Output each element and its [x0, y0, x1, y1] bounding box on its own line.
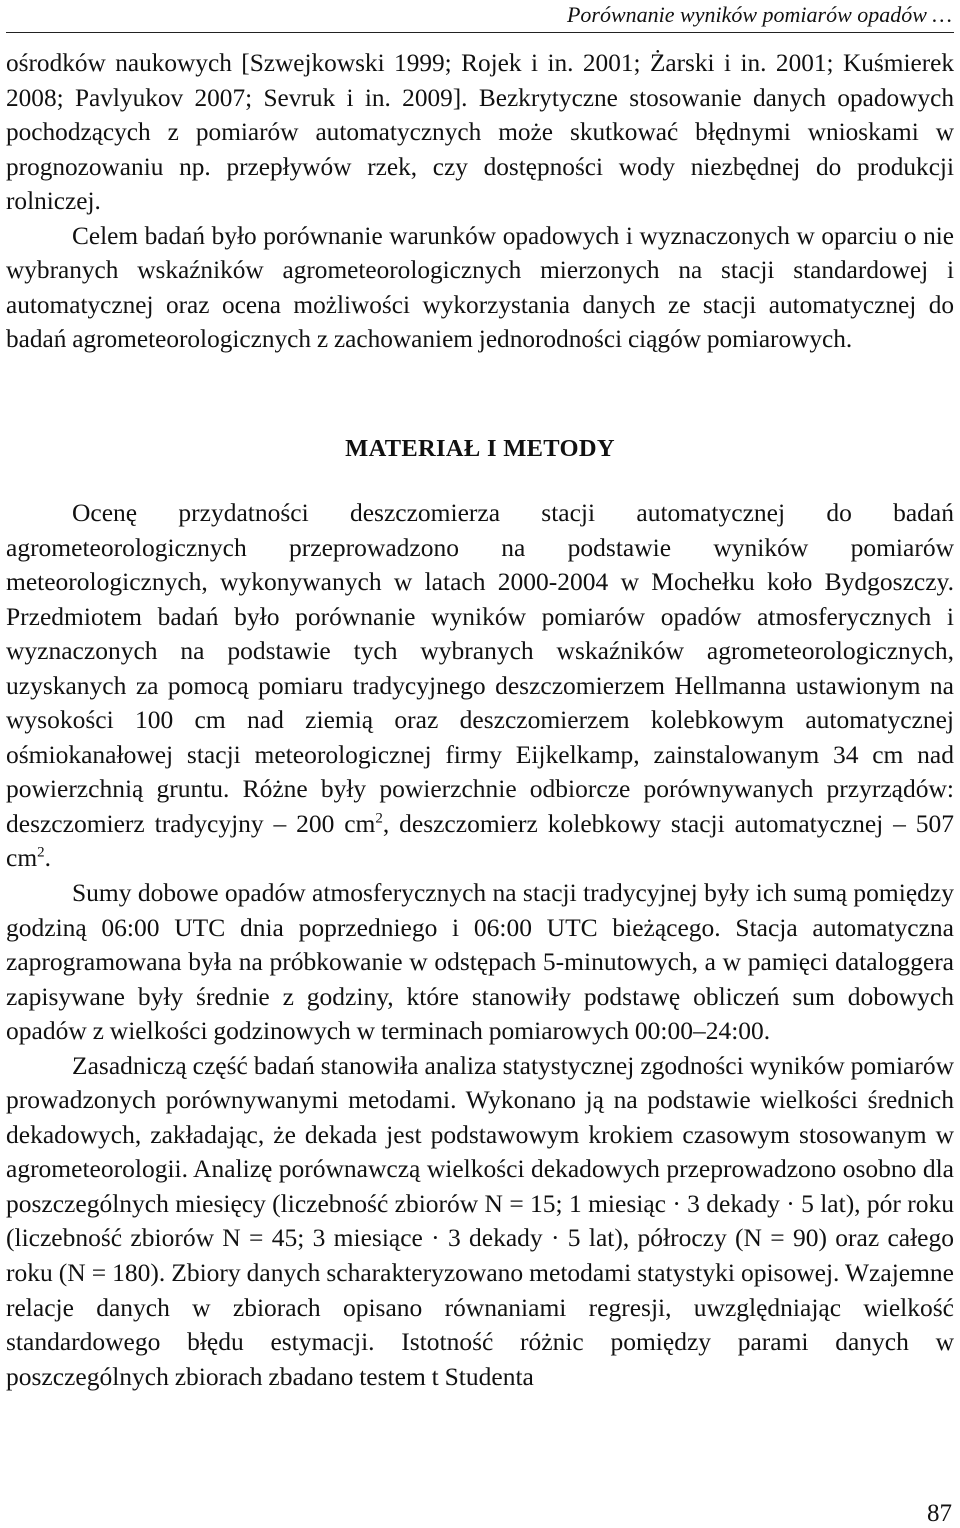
intro-paragraph-continuation: ośrodków naukowych [Szwejkowski 1999; Rojek i in. 2001; Żarski i in. 2001; Kuśmierek 2008; Pavlyukov 2007; Sevruk i in. 2009]. Bezkrytyczne stosowanie danych opadowych pochodzących z pomiarów automatycznych może skutkować błędnymi wnioskami w prognozowaniu np. przepływów rzek, czy dostępności wody niezbędnej do produkcji rolniczej. [6, 49, 954, 215]
header-rule [6, 32, 954, 33]
unit-superscript-2: 2 [37, 844, 45, 861]
page-number: 87 [927, 1500, 952, 1527]
methods-paragraph-3: Zasadniczą część badań stanowiła analiza statystycznej zgodności wyników pomiarów prowadzonych porównywanymi metodami. Wykonano ją na podstawie wielkości średnich dekadowych, zakładając, że dekada jest podstawowym krokiem czasowym stosowanym w agrometeorologii. Analizę porównawczą wielkości dekadowych przeprowadzono osobno dla poszczególnych miesięcy (liczebność zbiorów N = 15; 1 miesiąc · 3 dekady · 5 lat), pór roku (liczebność zbiorów N = 45; 3 miesiące · 3 dekady · 5 lat), półroczy (N = 90) oraz całego roku (N = 180). Zbiory danych scharakteryzowano metodami statystyki opisowej. Wzajemne relacje danych w zbiorach opisano równaniami regresji, uwzględniając wielkość standardowego błędu estymacji. Istotność różnic pomiędzy parami danych w poszczególnych zbiorach zbadano testem t Studenta [6, 1050, 954, 1391]
methods-paragraph-1-text-b: , deszczomierz kolebkowy stacji automatycznej – 507 cm [6, 808, 954, 873]
intro-paragraph-aim: Celem badań było porównanie warunków opadowych i wyznaczonych w oparciu o nie wybranych wskaźników agrometeorologicznych mierzonych na stacji standardowej i automatycznej oraz ocena możliwości wykorzystania danych ze stacji automatycznej do badań agrometeorologicznych z zachowaniem jednorodności ciągów pomiarowych. [6, 221, 954, 353]
section-heading: MATERIAŁ I METODY [345, 435, 615, 462]
intro-block [6, 46, 954, 357]
methods-block [6, 496, 954, 1394]
methods-paragraph-1 [6, 496, 954, 876]
unit-superscript-1: 2 [375, 810, 383, 827]
methods-paragraph-1-text-c: . [44, 843, 52, 873]
methods-paragraph-2: Sumy dobowe opadów atmosferycznych na stacji tradycyjnej były ich sumą pomiędzy godziną 06:00 UTC dnia poprzedniego i 06:00 UTC bieżącego. Stacja automatyczna zaprogramowana była na próbkowanie w odstępach 5-minutowych, a w pamięci dataloggera zapisywane były średnie z godziny, które stanowiły podstawę obliczeń sum dobowych opadów z wielkości godzinowych w terminach pomiarowych 00:00–24:00. [6, 878, 954, 1046]
methods-paragraph-1-text-a: Ocenę przydatności deszczomierza stacji automatycznej do badań agrometeorologicznych przeprowadzono na podstawie wyników pomiarów meteorologicznych, wykonywanych w latach 2000-2004 w Mochełku koło Bydgoszczy. Przedmiotem badań było porównanie wyników pomiarów opadów atmosferycznych i wyznaczonych na podstawie tych wybranych wskaźników agrometeorologicznych, uzyskanych za pomocą pomiaru tradycyjnego deszczomierzem Hellmanna ustawionym na wysokości 100 cm nad ziemią oraz deszczomierzem kolebkowym automatycznej ośmiokanałowej stacji meteorologicznej firmy Eijkelkamp, zainstalowanym 34 cm nad powierzchnią gruntu. Różne były powierzchnie odbiorcze porównywanych przyrządów: deszczomierz tradycyjny – 200 cm [6, 498, 954, 838]
running-header: Porównanie wyników pomiarów opadów … [566, 2, 952, 27]
